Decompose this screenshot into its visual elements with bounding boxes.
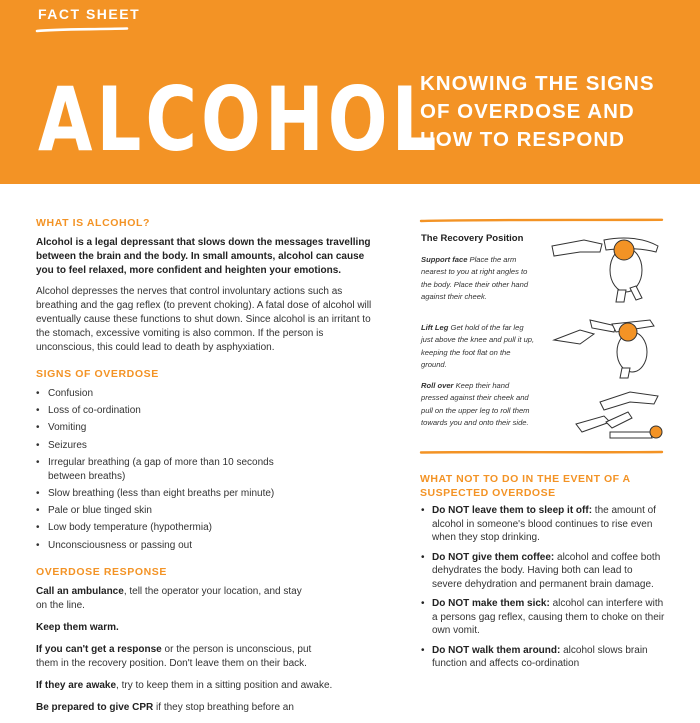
response-item: Be prepared to give CPR if they stop breathing before an xyxy=(36,701,294,713)
response-heading: OVERDOSE RESPONSE xyxy=(36,565,167,578)
response-item: Keep them warm. xyxy=(36,621,119,633)
response-item: Call an ambulance, tell the operator your location, and stay on the line. xyxy=(36,585,302,611)
roll-over-illustration-icon xyxy=(570,382,665,442)
brush-underline-icon xyxy=(36,27,128,33)
subtitle-line: OF OVERDOSE AND xyxy=(420,100,635,123)
recovery-step-2: Lift Leg Get hold of the far leg just above the knee and pull it up, keeping the foot flat on the ground. xyxy=(421,323,535,369)
list-item: • Do NOT leave them to sleep it off: the amount of alcohol in someone's blood continues to rise even when they stop drinking. xyxy=(420,504,665,545)
what-is-lead: Alcohol is a legal depressant that slows down the messages travelling between the brain and the body. In small amounts, alcohol can cause you to feel relaxed, more confident and heighten your emotions. xyxy=(36,237,371,276)
not-to-do-list xyxy=(420,504,665,677)
page-subtitle xyxy=(420,70,690,154)
subtitle-line: KNOWING THE SIGNS xyxy=(420,72,655,95)
what-is-body: Alcohol depresses the nerves that control involuntary actions such as breathing and the gag reflex (to prevent choking). A fatal dose of alcohol will eventually cause these functions to shut down. Since alcohol is an irritant to the stomach, excessive vomiting is also common. If the person is unconscious, this could lead to death by asphyxiation. xyxy=(36,286,372,353)
recovery-step-1: Support face Place the arm nearest to you at right angles to the body. Place their other hand against their cheek. xyxy=(421,255,529,301)
signs-heading: SIGNS OF OVERDOSE xyxy=(36,368,159,380)
list-item: • Unconsciousness or passing out xyxy=(36,539,376,553)
page-title: ALCOHOL xyxy=(38,68,441,171)
brush-divider-icon xyxy=(420,450,663,455)
what-is-heading: WHAT IS ALCOHOL? xyxy=(36,217,150,229)
recovery-step-3: Roll over Keep their hand pressed against their cheek and pull on the upper leg to roll them towards you and onto their side. xyxy=(421,381,530,427)
response-item: If you can't get a response or the person is unconscious, put them in the recovery position. Don't leave them on their back. xyxy=(36,643,312,669)
subtitle-line: HOW TO RESPOND xyxy=(420,128,625,151)
list-item: • Seizures xyxy=(36,439,376,453)
list-item: • Vomiting xyxy=(36,421,376,435)
list-item: • Irregular breathing (a gap of more than 10 seconds between breaths) xyxy=(36,456,376,484)
support-face-illustration-icon xyxy=(544,232,664,304)
signs-list xyxy=(36,387,376,553)
list-item: • Do NOT make them sick: alcohol can interfere with a persons gag reflex, causing them to choke on their own vomit. xyxy=(420,597,665,638)
list-item: • Do NOT walk them around: alcohol slows brain function and affects co-ordination xyxy=(420,644,665,671)
response-item: If they are awake, try to keep them in a sitting position and awake. xyxy=(36,679,333,691)
list-item: • Low body temperature (hypothermia) xyxy=(36,521,376,535)
not-to-do-heading: WHAT NOT TO DO IN THE EVENT OF A SUSPECTED OVERDOSE xyxy=(420,473,631,499)
lift-leg-illustration-icon xyxy=(550,316,665,380)
right-column xyxy=(420,218,665,669)
header-banner xyxy=(0,0,700,184)
list-item: • Confusion xyxy=(36,387,376,401)
list-item: • Pale or blue tinged skin xyxy=(36,504,376,518)
recovery-title: The Recovery Position xyxy=(421,233,524,244)
fact-sheet-label: FACT SHEET xyxy=(38,6,141,22)
brush-divider-icon xyxy=(420,218,663,223)
list-item: • Do NOT give them coffee: alcohol and coffee both dehydrates the body. Having both can lead to severe dehydration and permanent brain damage. xyxy=(420,551,665,592)
left-column xyxy=(36,216,376,723)
list-item: • Loss of co-ordination xyxy=(36,404,376,418)
list-item: • Slow breathing (less than eight breaths per minute) xyxy=(36,487,376,501)
